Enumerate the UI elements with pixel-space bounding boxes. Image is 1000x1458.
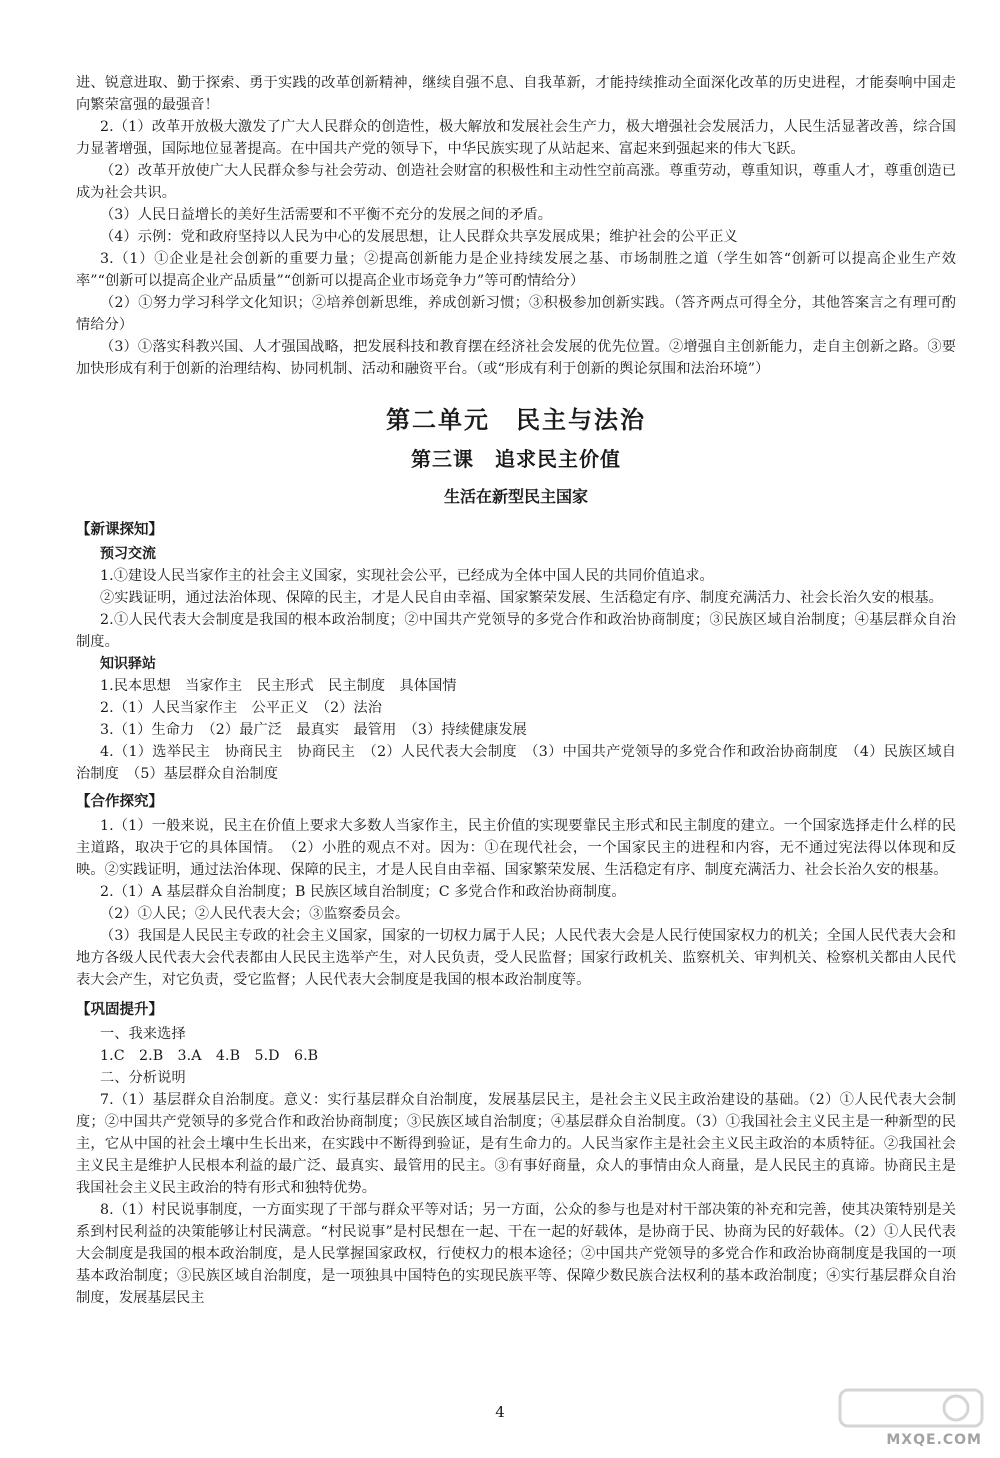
xinke-title: 【新课探知】 [76,522,163,538]
paragraph: 8.（1）村民说事制度，一方面实现了干部与群众平等对话；另一方面，公众的参与也是对村干部决策的补充和完善，使其决策特别是关系到村民利益的决策能够让村民满意。“村民说事”是村民想在一起、干在一起的好载体，是协商于民、协商为民的好载体。（2）①人民代表大会制度是我国的根本政治制度，是人民掌握国家政权，行使权力的根本途径；②中国共产党领导的多党合作和政治协商制度是我国的一项基本政治制度；③民族区域自治制度，是一项独具中国特色的实现民族平等、保障少数民族合法权利的基本政治制度；④实行基层群众自治制度，发展基层民主 [76,1202,956,1306]
paragraph: 1.①建设人民当家作主的社会主义国家，实现社会公平，已经成为全体中国人民的共同价值追求。 [100,568,714,584]
paragraph: 1.民本思想 当家作主 民主形式 民主制度 具体国情 [100,678,457,694]
lesson-title: 第三课 追求民主价值 [411,447,621,471]
zhishi-title: 知识驿站 [100,656,156,672]
top-continuation [76,72,956,380]
paragraph: 2.（1）人民当家作主 公平正义 （2）法治 [100,700,383,716]
paragraph: （2）①努力学习科学文化知识；②培养创新思维，养成创新习惯；③积极参加创新实践。（答齐两点可得全分，其他答案言之有理可酌情给分） [76,295,956,333]
paragraph: （3）人民日益增长的美好生活需要和不平衡不充分的发展之间的矛盾。 [100,207,553,223]
paragraph: （4）示例：党和政府坚持以人民为中心的发展思想，让人民群众共享发展成果；维护社会的公平正义 [100,229,738,245]
paragraph: 3.（1）①企业是社会创新的重要力量；②提高创新能力是企业持续发展之基、市场制胜之道（学生如答“创新可以提高企业生产效率”“创新可以提高企业产品质量”“创新可以提高企业市场竞争力”等可酌情给分） [76,251,956,289]
paragraph: （3）我国是人民民主专政的社会主义国家，国家的一切权力属于人民；人民代表大会是人民行使国家权力的机关；全国人民代表大会和地方各级人民代表大会代表都由人民民主选举产生，对人民负责，受人民监督；国家行政机关、监察机关、审判机关、检察机关都由人民代表大会产生，对它负责，受它监督；人民代表大会制度是我国的根本政治制度等。 [76,928,956,988]
paragraph: 进、锐意进取、勤于探索、勇于实践的改革创新精神，继续自强不息、自我革新，才能持续推动全面深化改革的历史进程，才能奏响中国走向繁荣富强的最强音！ [76,75,956,113]
paragraph: （3）①落实科教兴国、人才强国战略，把发展科技和教育摆在经济社会发展的优先位置。②增强自主创新能力，走自主创新之路。③要加快形成有利于创新的治理结构、协同机制、活动和融资平台。（或“形成有利于创新的舆论氛围和法治环境”） [76,339,956,377]
unit-title: 第二单元 民主与法治 [386,406,646,434]
paragraph: 2.①人民代表大会制度是我国的根本政治制度；②中国共产党领导的多党合作和政治协商制度；③民族区域自治制度；④基层群众自治制度。 [76,612,956,650]
paragraph: （2）①人民；②人民代表大会；③监察委员会。 [100,906,410,922]
paragraph: 2.（1）改革开放极大激发了广大人民群众的创造性，极大解放和发展社会生产力，极大增强社会发展活力，人民生活显著改善，综合国力显著增强，国际地位显著提高。在中国共产党的领导下，中华民族实现了从站起来、富起来到强起来的伟大飞跃。 [76,119,956,157]
paragraph: 2.（1）A 基层群众自治制度；B 民族区域自治制度；C 多党合作和政治协商制度。 [100,884,626,900]
choice-answers: 1.C 2.B 3.A 4.B 5.D 6.B [100,1048,319,1064]
yuxi-title: 预习交流 [100,546,156,562]
gonggu-section [76,999,956,1309]
hezuo-title: 【合作探究】 [76,794,163,810]
paragraph: 3.（1）生命力 （2）最广泛 最真实 最管用 （3）持续健康发展 [100,722,527,738]
choice-title: 一、我来选择 [100,1026,186,1042]
paragraph: 7.（1）基层群众自治制度。意义：实行基层群众自治制度，发展基层民主，是社会主义民主政治建设的基础。（2）①人民代表大会制度；②中国共产党领导的多党合作和政治协商制度；③民族区域自治制度；④基层群众自治制度。（3）①我国社会主义民主是一种新型的民主，它从中国的社会土壤中生长出来，在实践中不断得到验证，是有生命力的。人民当家作主是社会主义民主政治的本质特征。②我国社会主义民主是维护人民根本利益的最广泛、最真实、最管用的民主。③有事好商量，众人的事情由众人商量，是人民民主的真谛。协商民主是我国社会主义民主政治的特有形式和独特优势。 [76,1092,956,1196]
page-content [76,72,956,1309]
hezuo-section [76,791,956,991]
gonggu-title: 【巩固提升】 [76,1002,163,1018]
watermark-text: MXQE.COM [886,1432,982,1448]
analysis-title: 二、分析说明 [100,1070,186,1086]
page-number: 4 [495,1403,505,1421]
paragraph: 4.（1）选举民主 协商民主 协商民主 （2）人民代表大会制度 （3）中国共产党领导的多党合作和政治协商制度 （4）民族区域自治制度 （5）基层群众自治制度 [76,744,956,782]
section-title: 生活在新型民主国家 [443,487,588,506]
paragraph: ②实践证明，通过法治体现、保障的民主，才是人民自由幸福、国家繁荣发展、生活稳定有序、制度充满活力、社会长治久安的根基。 [100,590,943,606]
xinke-section [76,519,956,785]
paragraph: 1.（1）一般来说，民主在价值上要求大多数人当家作主，民主价值的实现要靠民主形式和民主制度的建立。一个国家选择走什么样的民主道路，取决于它的具体国情。 （2）小胜的观点不对。因为：①在现代社会，一个国家民主的进程和内容，无不通过宪法得以体现和反映。②实践证明，通过法治体现、保障的民主，才是人民自由幸福、国家繁荣发展、生活稳定有序、制度充满活力、社会长治久安的根基。 [76,818,956,878]
paragraph: （2）改革开放使广大人民群众参与社会劳动、创造社会财富的积极性和主动性空前高涨。尊重劳动，尊重知识，尊重人才，尊重创造已成为社会共识。 [76,163,956,201]
unit-heading-block [76,400,956,507]
